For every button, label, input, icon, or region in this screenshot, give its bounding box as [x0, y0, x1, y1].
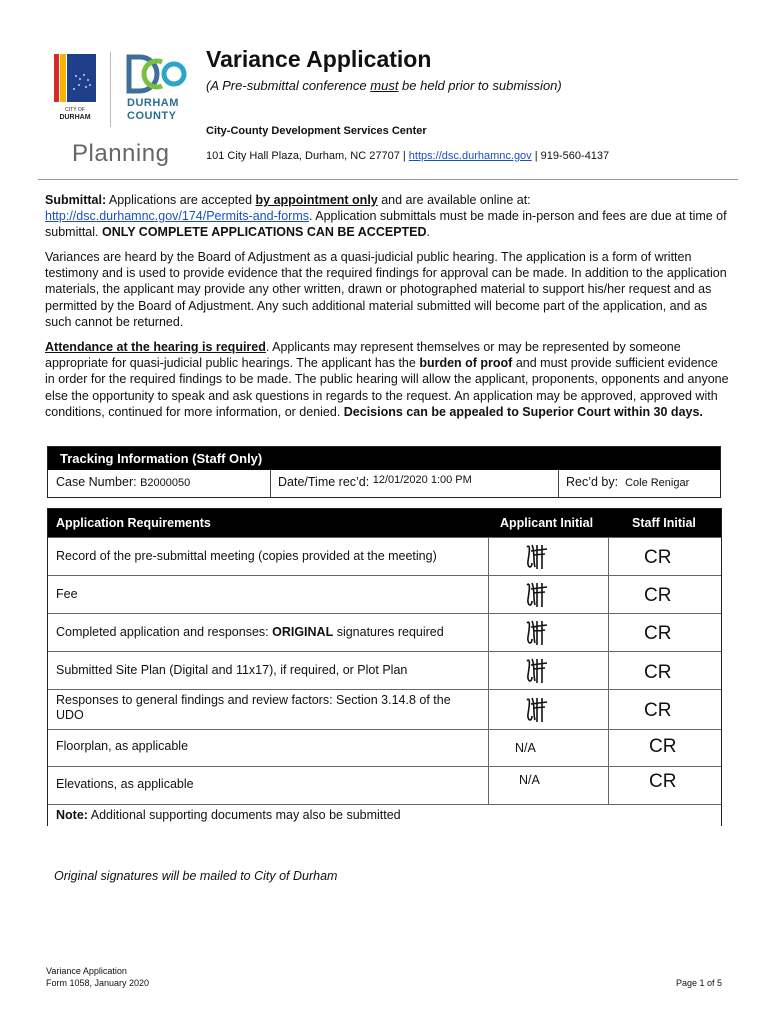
applicant-signature-icon[interactable] [523, 541, 549, 573]
staff-initial-value[interactable]: CR [649, 771, 677, 792]
dsc-link[interactable]: https://dsc.durhamnc.gov [408, 150, 532, 162]
mail-note: Original signatures will be mailed to City of Durham [54, 869, 338, 883]
staff-initial-value[interactable]: CR [644, 662, 672, 683]
table-row [48, 729, 721, 766]
county-line-2: COUNTY [127, 110, 177, 122]
submittal-paragraph: Submittal: Applications are accepted by appointment only and are available online at: http://dsc.durhamnc.gov/174/Permits-and-forms. Application submittals must be made in-person and fees are due at time of submittal. ONLY COMPLETE APPLICATIONS CAN BE ACCEPTED. [45, 193, 727, 240]
table-row [48, 537, 721, 575]
applicant-initial-value[interactable]: N/A [515, 741, 536, 755]
case-number-label: Case Number: [56, 475, 137, 489]
county-wordmark [127, 97, 179, 123]
attendance-paragraph: Attendance at the hearing is required. Applicants may represent themselves or may be represented by someone appropriate for quasi-judicial public hearings. The applicant has the burden of proof and must provide sufficient evidence in order for the required findings to be made. The public hearing will allow the applicant, proponents, opponents and anyone else the opportunity to speak and ask questions in regards to the request. An application may be approved, approved with conditions, continued for more information, or denied. Decisions can be appealed to Superior Court within 30 days. [45, 340, 729, 419]
applicant-signature-icon[interactable] [523, 655, 549, 687]
date-received-label: Date/Time rec’d: [278, 475, 370, 489]
table-row [48, 766, 721, 804]
header-divider [38, 179, 738, 180]
note-row [48, 804, 721, 828]
page-title: Variance Application [206, 46, 432, 72]
county-line-1: DURHAM [127, 97, 179, 109]
footer-form-info [46, 965, 149, 989]
center-address: 101 City Hall Plaza, Durham, NC 27707 | https://dsc.durhamnc.gov | 919-560-4137 [206, 150, 610, 162]
date-received-value[interactable]: 12/01/2020 1:00 PM [372, 474, 472, 486]
applicant-signature-icon[interactable] [523, 694, 549, 726]
page-number: Page 1 of 5 [676, 978, 723, 988]
requirements-table [47, 508, 722, 826]
table-row [48, 575, 721, 613]
requirements-header-row [48, 509, 721, 537]
center-name: City-County Development Services Center [206, 125, 427, 137]
city-logo-text-1: CITY OF [65, 107, 85, 113]
tracking-header: Tracking Information (Staff Only) [48, 447, 720, 470]
date-received-cell [278, 470, 472, 497]
city-of-durham-logo [52, 52, 98, 124]
header-staff-initial: Staff Initial [632, 516, 696, 530]
footer-line-1: Variance Application [46, 966, 127, 976]
requirement-label: Floorplan, as applicable [56, 739, 189, 753]
variances-paragraph: Variances are heard by the Board of Adjustment as a quasi-judicial public hearing. The application is a form of written testimony and is used to provide evidence that the required findings for approval can be made. In addition to the application materials, the applicant may provide any other written, drawn or photographed material to support his/her request and as permitted by the Board of Adjustment. Any such additional material submitted will become part of the application, and as such cannot be returned. [45, 250, 727, 329]
table-row [48, 689, 721, 729]
requirement-label: Fee [56, 587, 78, 601]
received-by-cell [566, 470, 689, 497]
received-by-value[interactable]: Cole Renigar [625, 477, 690, 489]
city-logo-text-2: DURHAM [59, 114, 91, 121]
staff-initial-value[interactable]: CR [644, 547, 672, 568]
case-number-value[interactable]: B2000050 [140, 477, 191, 489]
applicant-signature-icon[interactable] [523, 617, 549, 649]
requirement-label: Submitted Site Plan (Digital and 11x17), if required, or Plot Plan [56, 663, 408, 677]
received-by-label: Rec’d by: [566, 475, 619, 489]
table-row [48, 651, 721, 689]
dco-logo [126, 54, 188, 94]
tracking-info-box [47, 446, 721, 498]
permits-forms-link[interactable]: http://dsc.durhamnc.gov/174/Permits-and-forms [45, 209, 310, 224]
requirement-label: Completed application and responses: ORIGINAL signatures required [56, 625, 444, 639]
requirement-label: Responses to general findings and review factors: Section 3.14.8 of the UDO [56, 693, 451, 722]
logo-divider [110, 52, 111, 127]
header-requirements: Application Requirements [56, 516, 211, 530]
page-subtitle: (A Pre-submittal conference must be held prior to submission) [206, 78, 562, 93]
staff-initial-value[interactable]: CR [644, 585, 672, 606]
applicant-signature-icon[interactable] [523, 579, 549, 611]
table-row [48, 613, 721, 651]
staff-initial-value[interactable]: CR [644, 700, 672, 721]
requirement-label: Record of the pre-submittal meeting (copies provided at the meeting) [56, 549, 437, 563]
tracking-row [48, 470, 720, 497]
planning-wordmark: Planning [72, 140, 170, 167]
header-applicant-initial: Applicant Initial [500, 516, 594, 530]
note-text: Note: Additional supporting documents may also be submitted [56, 808, 401, 822]
applicant-initial-value[interactable]: N/A [519, 773, 540, 787]
case-number-cell [56, 470, 190, 497]
footer-line-2: Form 1058, January 2020 [46, 978, 150, 988]
staff-initial-value[interactable]: CR [644, 623, 672, 644]
requirement-label: Elevations, as applicable [56, 777, 194, 791]
staff-initial-value[interactable]: CR [649, 736, 677, 757]
